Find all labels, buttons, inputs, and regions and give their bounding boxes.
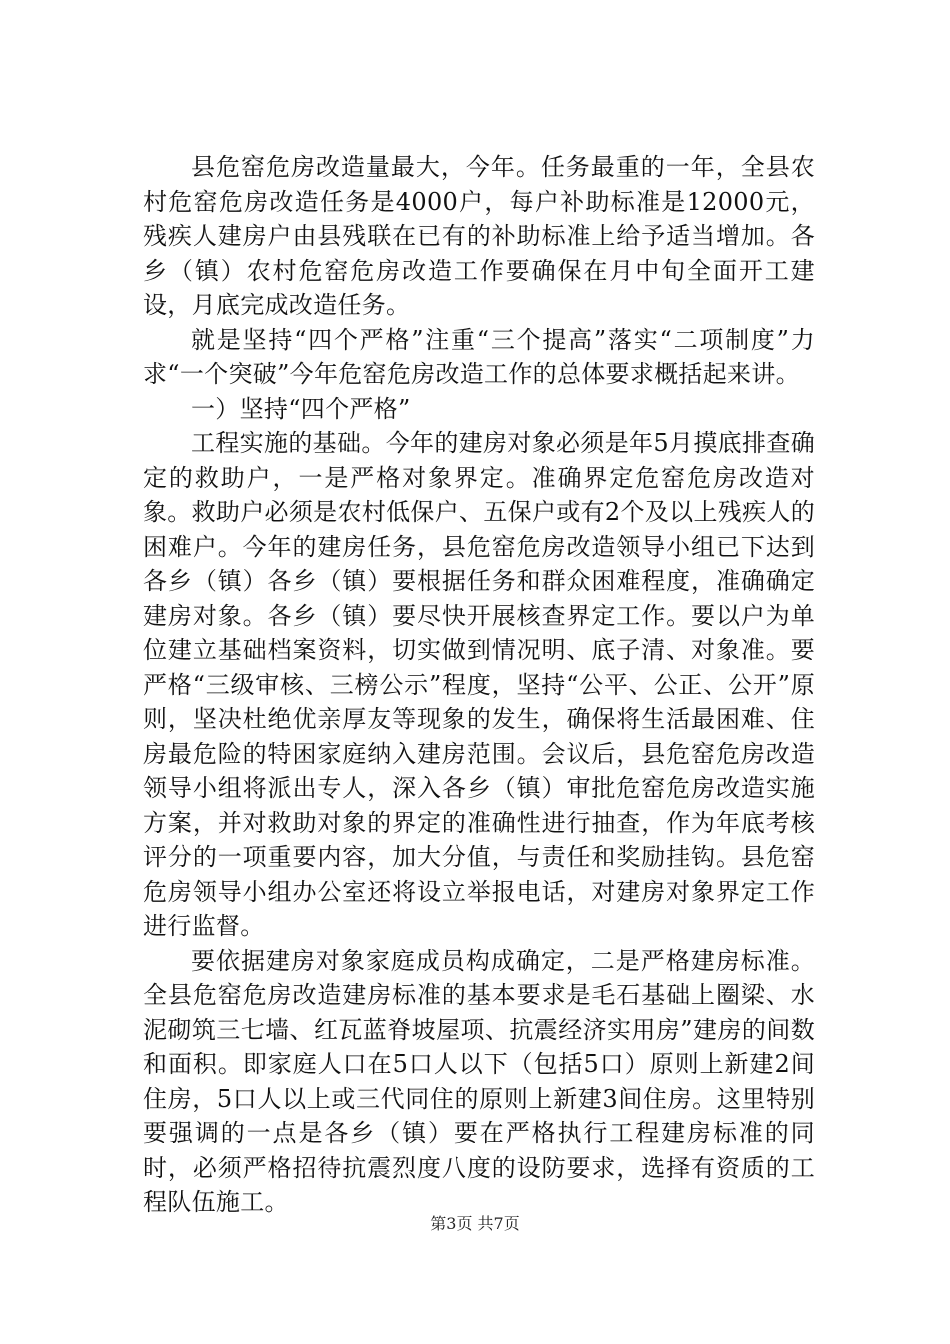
document-body [143, 150, 815, 1220]
paragraph-strict-building-standard: 要依据建房对象家庭成员构成确定，二是严格建房标准。全县危窑危房改造建房标准的基本要求是毛石基础上圈梁、水泥砌筑三七墙、红瓦蓝脊坡屋项、抗震经济实用房”建房的间数和面积。即家庭人口在5口人以下（包括5口）原则上新建2间住房，5口人以上或三代同住的原则上新建3间住房。这里特别要强调的一点是各乡（镇）要在严格执行工程建房标准的同时，必须严格招待抗震烈度八度的设防要求，选择有资质的工程队伍施工。 [143, 946, 815, 1216]
section-heading-four-strict: 一）坚持“四个严格” [191, 394, 411, 423]
page-number-footer: 第3页 共7页 [430, 1214, 520, 1233]
paragraph-intro: 县危窑危房改造量最大，今年。任务最重的一年，全县农村危窑危房改造任务是4000户，每户补助标准是12000元，残疾人建房户由县残联在已有的补助标准上给予适当增加。各乡（镇）农村危窑危房改造工作要确保在月中旬全面开工建设，月底完成改造任务。 [143, 153, 815, 319]
paragraph-strict-target-definition: 工程实施的基础。今年的建房对象必须是年5月摸底排查确定的救助户，一是严格对象界定。准确界定危窑危房改造对象。救助户必须是农村低保户、五保户或有2个及以上残疾人的困难户。今年的建房任务，县危窑危房改造领导小组已下达到各乡（镇）各乡（镇）要根据任务和群众困难程度，准确确定建房对象。各乡（镇）要尽快开展核查界定工作。要以户为单位建立基础档案资料，切实做到情况明、底子清、对象准。要严格“三级审核、三榜公示”程度，坚持“公平、公正、公开”原则，坚决杜绝优亲厚友等现象的发生，确保将生活最困难、住房最危险的特困家庭纳入建房范围。会议后，县危窑危房改造领导小组将派出专人，深入各乡（镇）审批危窑危房改造实施方案，并对救助对象的界定的准确性进行抽查，作为年底考核评分的一项重要内容，加大分值，与责任和奖励挂钩。县危窑危房领导小组办公室还将设立举报电话，对建房对象界定工作进行监督。 [143, 429, 815, 940]
paragraph-overall-requirements: 就是坚持“四个严格”注重“三个提高”落实“二项制度”力求“一个突破”今年危窑危房改造工作的总体要求概括起来讲。 [143, 325, 815, 388]
